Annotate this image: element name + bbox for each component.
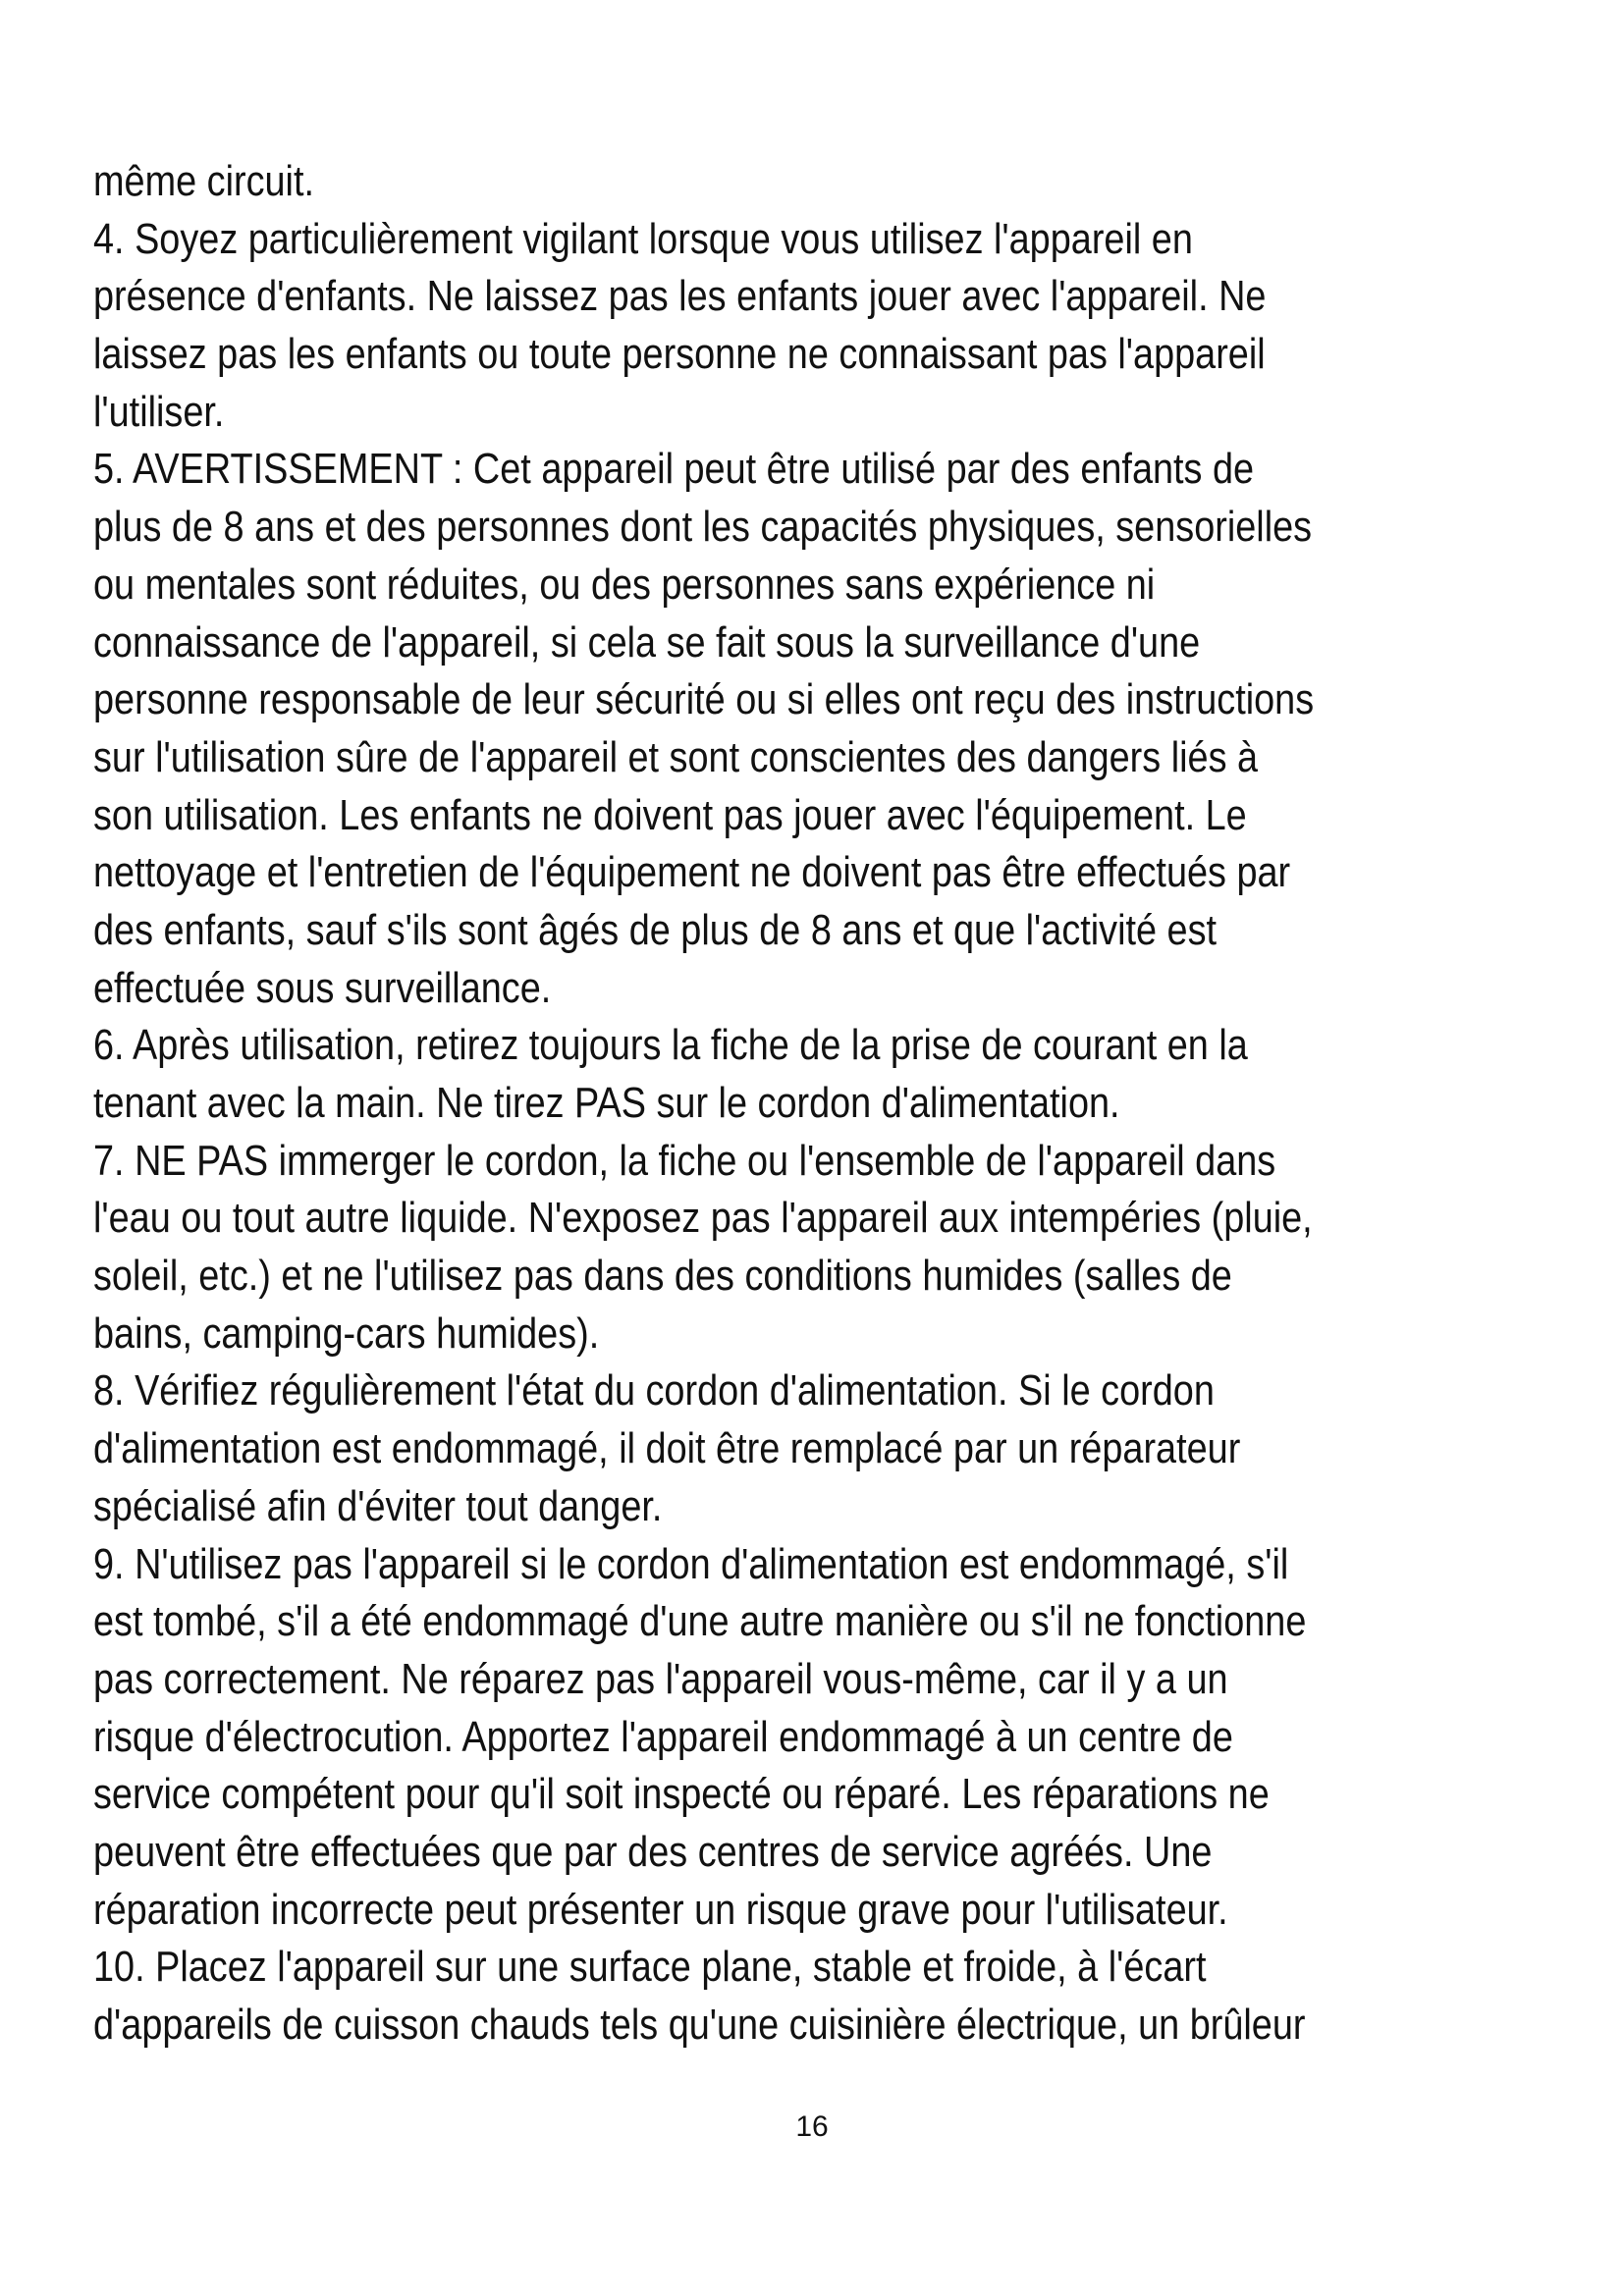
text-line: sur l'utilisation sûre de l'appareil et sont conscientes des dangers liés à — [93, 732, 1259, 781]
text-line: risque d'électrocution. Apportez l'appareil endommagé à un centre de — [93, 1712, 1233, 1761]
text-line: 9. N'utilisez pas l'appareil si le cordon d'alimentation est endommagé, s'il — [93, 1539, 1289, 1588]
text-line: d'appareils de cuisson chauds tels qu'une cuisinière électrique, un brûleur — [93, 2001, 1306, 2049]
text-line: ou mentales sont réduites, ou des personnes sans expérience ni — [93, 560, 1156, 609]
text-line: pas correctement. Ne réparez pas l'appareil vous-même, car il y a un — [93, 1654, 1228, 1703]
text-line: plus de 8 ans et des personnes dont les capacités physiques, sensorielles — [93, 503, 1313, 552]
text-line: son utilisation. Les enfants ne doivent pas jouer avec l'équipement. Le — [93, 790, 1247, 839]
text-line: spécialisé afin d'éviter tout danger. — [93, 1481, 663, 1530]
text-line: même circuit. — [93, 157, 314, 205]
text-line: service compétent pour qu'il soit inspecté ou réparé. Les réparations ne — [93, 1770, 1270, 1819]
text-line: bains, camping-cars humides). — [93, 1308, 600, 1358]
text-line: l'eau ou tout autre liquide. N'exposez pas l'appareil aux intempéries (pluie, — [93, 1194, 1313, 1243]
text-line: d'alimentation est endommagé, il doit être remplacé par un réparateur — [93, 1424, 1241, 1473]
text-line: peuvent être effectuées que par des centres de service agréés. Une — [93, 1827, 1213, 1876]
text-line: effectuée sous surveillance. — [93, 963, 552, 1012]
text-line: présence d'enfants. Ne laissez pas les enfants jouer avec l'appareil. Ne — [93, 272, 1267, 321]
text-line: laissez pas les enfants ou toute personne ne connaissant pas l'appareil — [93, 330, 1266, 379]
text-line: 7. NE PAS immerger le cordon, la fiche ou l'ensemble de l'appareil dans — [93, 1136, 1276, 1185]
text-line: connaissance de l'appareil, si cela se fait sous la surveillance d'une — [93, 617, 1201, 667]
text-line: soleil, etc.) et ne l'utilisez pas dans des conditions humides (salles de — [93, 1252, 1232, 1301]
text-line: personne responsable de leur sécurité ou si elles ont reçu des instructions — [93, 675, 1315, 724]
text-line: 8. Vérifiez régulièrement l'état du cordon d'alimentation. Si le cordon — [93, 1366, 1215, 1415]
text-line: des enfants, sauf s'ils sont âgés de plus de 8 ans et que l'activité est — [93, 905, 1218, 954]
page-number: 16 — [795, 2110, 829, 2143]
text-line: l'utiliser. — [93, 387, 225, 436]
text-line: réparation incorrecte peut présenter un risque grave pour l'utilisateur. — [93, 1885, 1228, 1934]
text-line: 10. Placez l'appareil sur une surface plane, stable et froide, à l'écart — [93, 1943, 1207, 1992]
text-line: 4. Soyez particulièrement vigilant lorsque vous utilisez l'appareil en — [93, 214, 1193, 263]
text-line: 6. Après utilisation, retirez toujours la fiche de la prise de courant en la — [93, 1021, 1248, 1070]
text-line: nettoyage et l'entretien de l'équipement ne doivent pas être effectués par — [93, 848, 1291, 897]
body-text — [93, 153, 1334, 2055]
text-line: tenant avec la main. Ne tirez PAS sur le cordon d'alimentation. — [93, 1079, 1120, 1127]
text-line: est tombé, s'il a été endommagé d'une autre manière ou s'il ne fonctionne — [93, 1597, 1307, 1646]
text-line: 5. AVERTISSEMENT : Cet appareil peut être utilisé par des enfants de — [93, 445, 1255, 494]
